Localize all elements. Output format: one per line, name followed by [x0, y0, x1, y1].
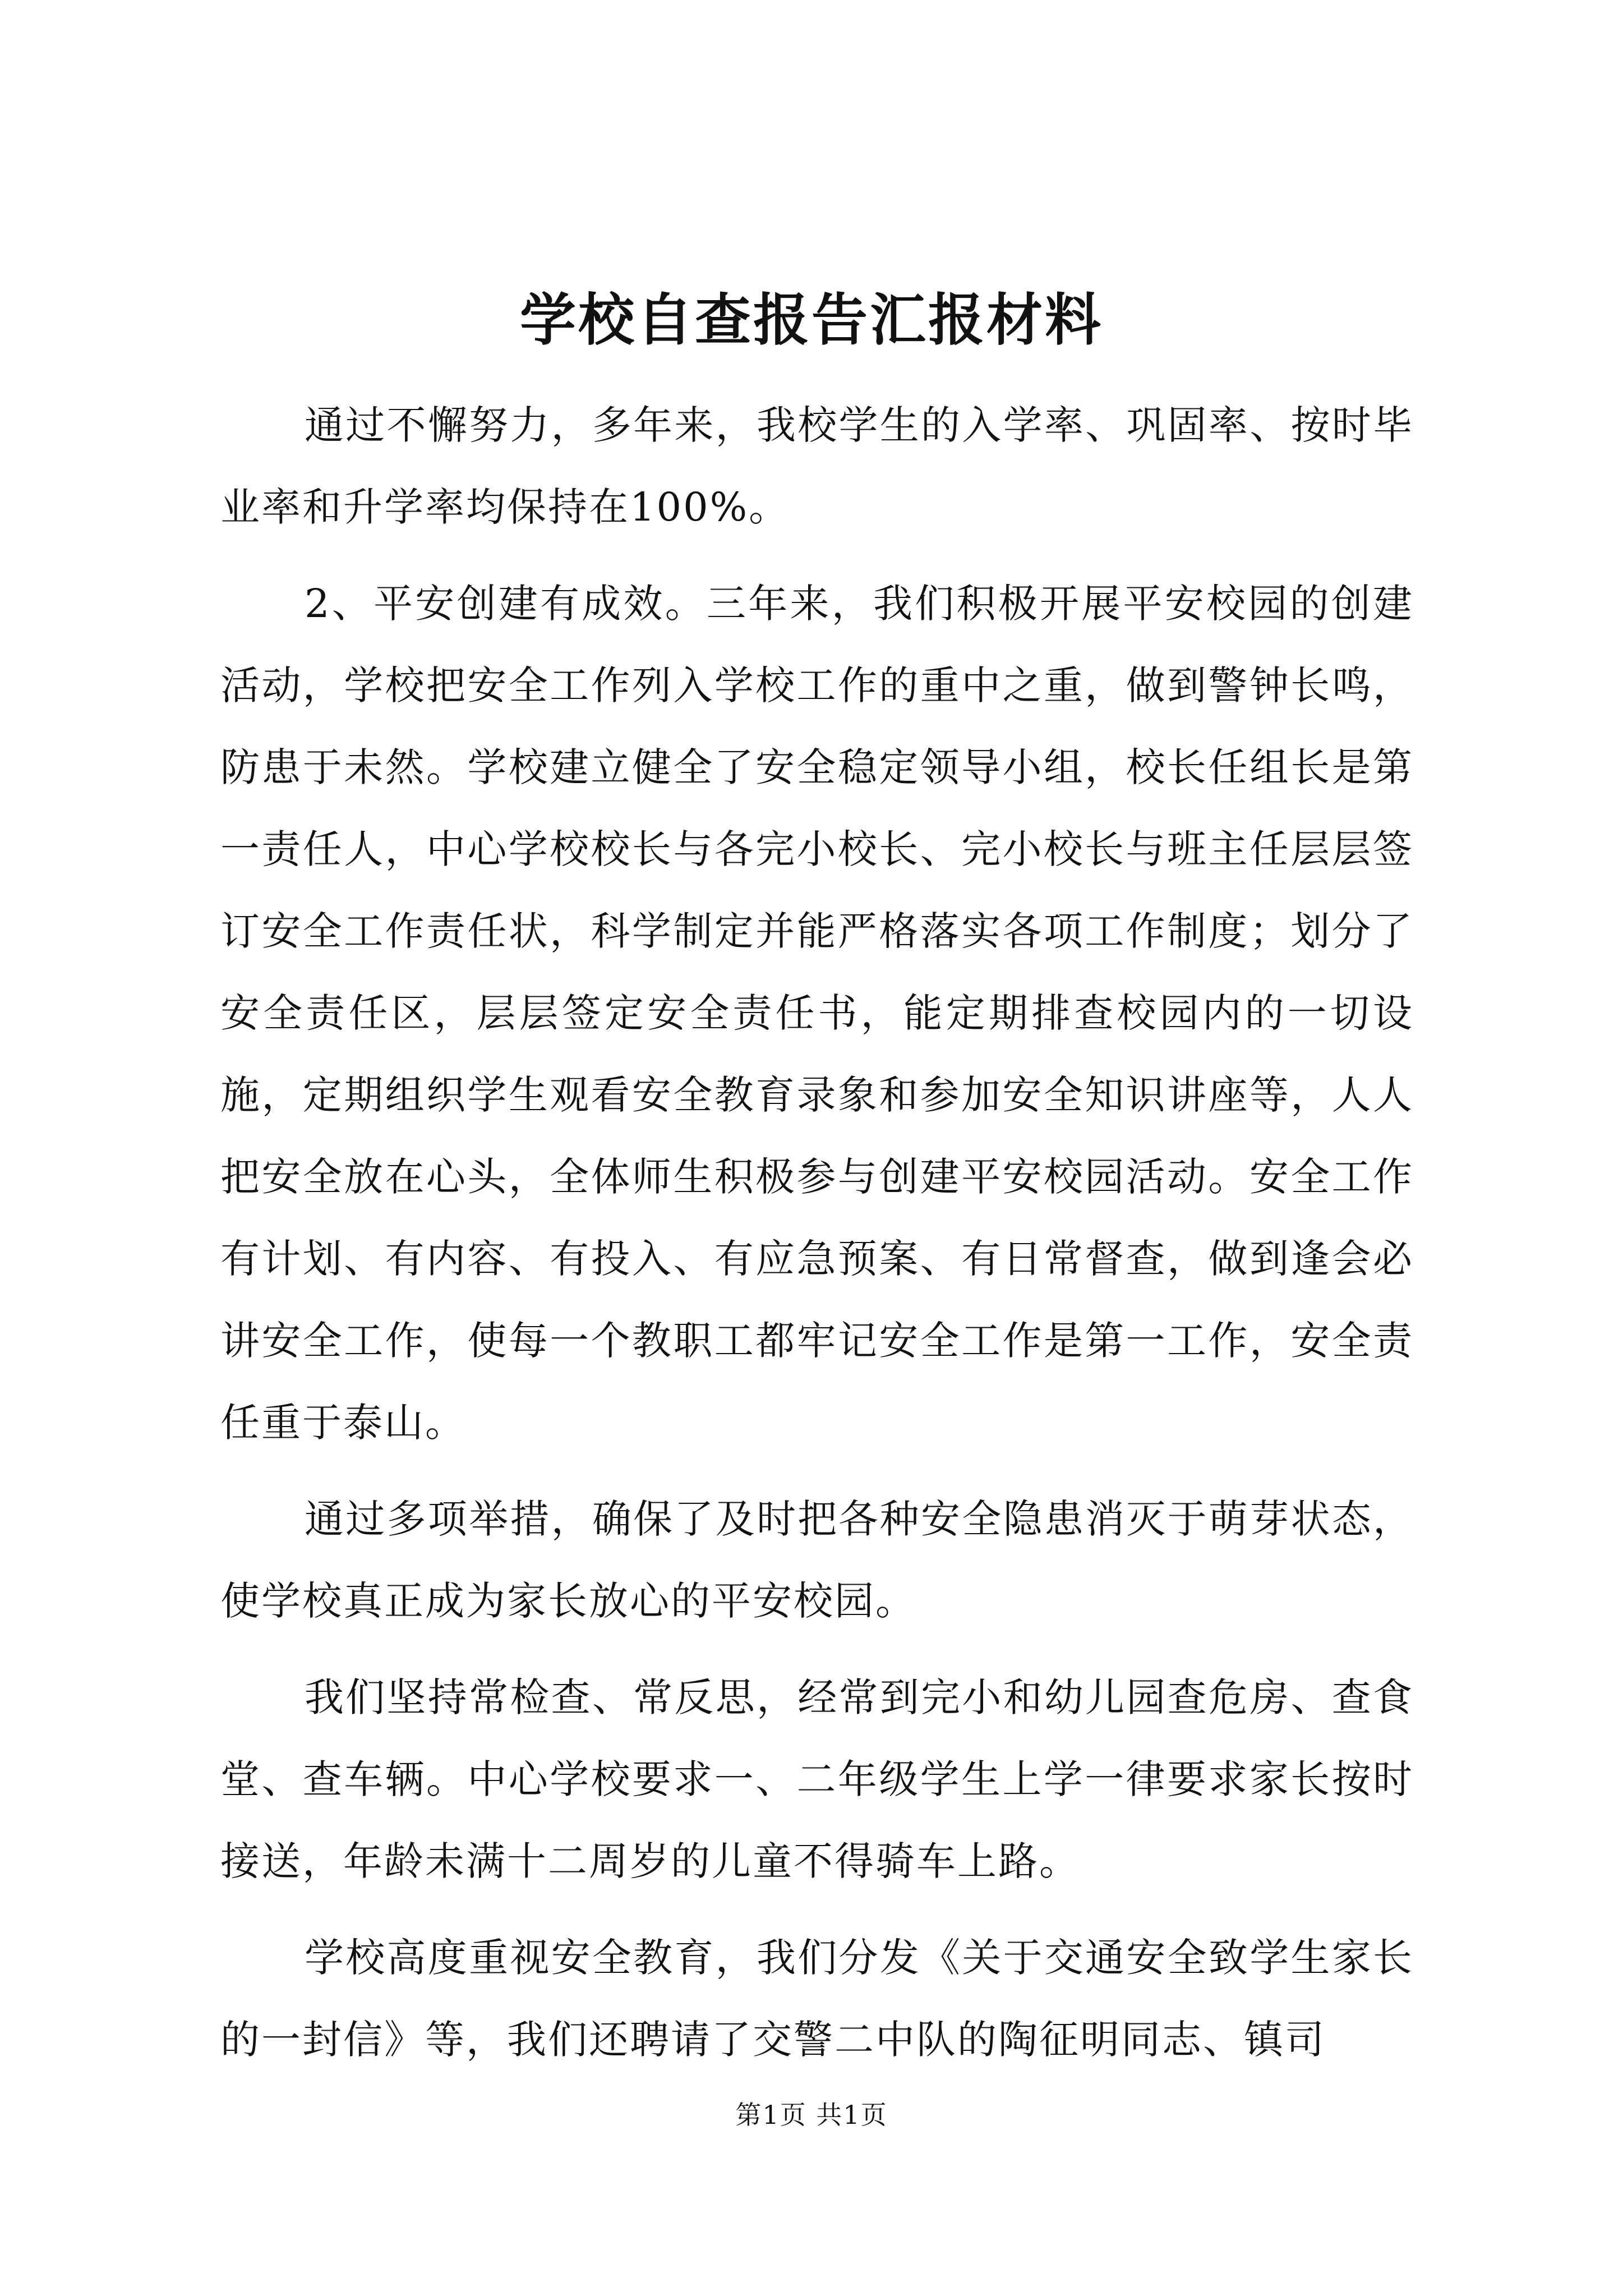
document-body — [220, 384, 1414, 2095]
paragraph-3: 通过多项举措，确保了及时把各种安全隐患消灭于萌芽状态，使学校真正成为家长放心的平安校园。 — [220, 1496, 1414, 1624]
paragraph-5: 学校高度重视安全教育，我们分发《关于交通安全致学生家长的一封信》等，我们还聘请了交警二中队的陶征明同志、镇司 — [220, 1935, 1414, 2063]
paragraph-2: 2、平安创建有成效。三年来，我们积极开展平安校园的创建活动，学校把安全工作列入学校工作的重中之重，做到警钟长鸣，防患于未然。学校建立健全了安全稳定领导小组，校长任组长是第一责任人，中心学校校长与各完小校长、完小校长与班主任层层签订安全工作责任状，科学制定并能严格落实各项工作制度；划分了安全责任区，层层签定安全责任书，能定期排查校园内的一切设施，定期组织学生观看安全教育录象和参加安全知识讲座等，人人把安全放在心头，全体师生积极参与创建平安校园活动。安全工作有计划、有内容、有投入、有应急预案、有日常督查，做到逢会必讲安全工作，使每一个教职工都牢记安全工作是第一工作，安全责任重于泰山。 — [220, 581, 1414, 1446]
paragraph-4: 我们坚持常检查、常反思，经常到完小和幼儿园查危房、查食堂、查车辆。中心学校要求一、二年级学生上学一律要求家长按时接送，年龄未满十二周岁的儿童不得骑车上路。 — [220, 1674, 1414, 1884]
paragraph-1: 通过不懈努力，多年来，我校学生的入学率、巩固率、按时毕业率和升学率均保持在100%。 — [220, 402, 1414, 530]
document-title: 学校自查报告汇报材料 — [520, 287, 1103, 353]
page-footer: 第1页 共1页 — [735, 2100, 888, 2130]
